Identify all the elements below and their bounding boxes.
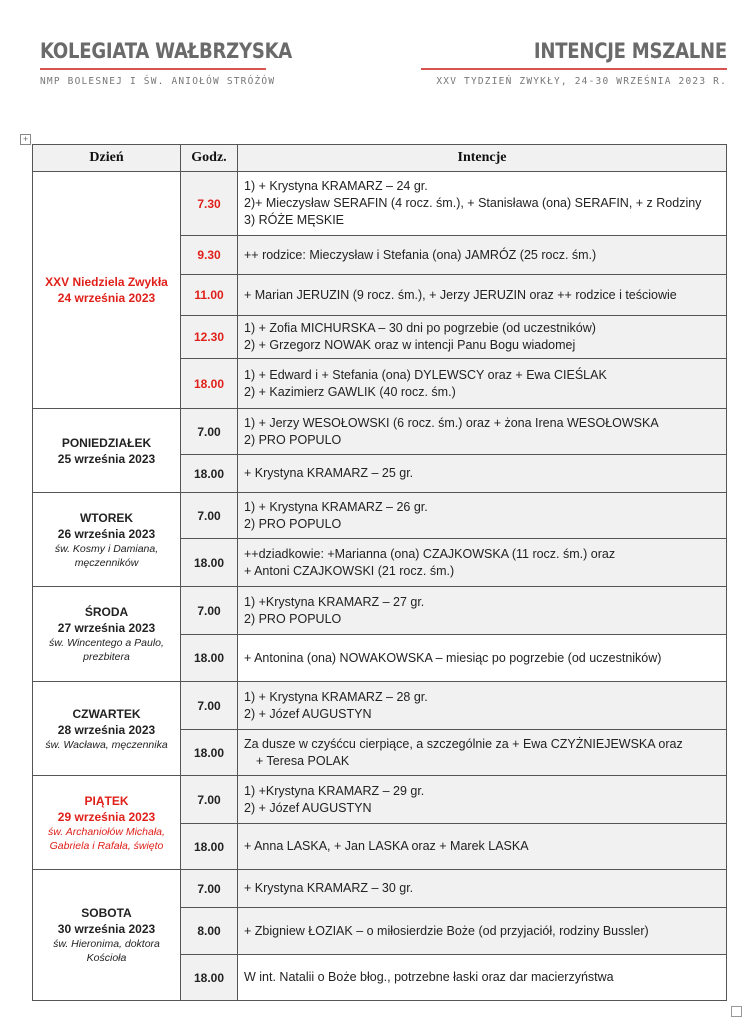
mass-time: 7.00 [181, 587, 238, 635]
mass-time: 7.00 [181, 776, 238, 824]
intention-line: + Krystyna KRAMARZ – 30 gr. [244, 881, 414, 895]
header-time: Godz. [181, 145, 238, 172]
mass-intention [238, 824, 727, 870]
intention-line: ++ rodzice: Mieczysław i Stefania (ona) JAMRÓZ (25 rocz. śm.) [244, 247, 597, 262]
mass-intention [238, 776, 727, 824]
intention-line: ++dziadkowie: +Marianna (ona) CZAJKOWSKA (11 rocz. śm.) oraz [244, 546, 616, 561]
mass-intention [238, 682, 727, 730]
church-title: KOLEGIATA WAŁBRZYSKA [40, 39, 293, 63]
mass-time: 9.30 [181, 236, 238, 275]
intention-line: + Krystyna KRAMARZ – 25 gr. [244, 466, 414, 480]
table-row [33, 870, 727, 908]
day-date: 28 września 2023 [57, 722, 156, 737]
mass-time: 7.00 [181, 493, 238, 539]
mass-intention [238, 359, 727, 409]
header-right [421, 38, 727, 87]
mass-intention [238, 730, 727, 776]
day-cell [33, 409, 181, 493]
intention-line: + Marian JERUZIN (9 rocz. śm.), + Jerzy JERUZIN oraz ++ rodzice i teściowie [244, 287, 677, 302]
table-row [33, 493, 727, 539]
header-left [40, 38, 333, 87]
mass-time: 7.00 [181, 682, 238, 730]
day-name: PIĄTEK [84, 793, 129, 808]
intention-line: 2)+ Mieczysław SERAFIN (4 rocz. śm.), + Stanisława (ona) SERAFIN, + z Rodziny [244, 196, 702, 210]
day-name: WTOREK [79, 510, 134, 525]
mass-time: 18.00 [181, 824, 238, 870]
mass-time: 7.30 [181, 172, 238, 236]
mass-time: 7.00 [181, 870, 238, 908]
mass-time: 18.00 [181, 359, 238, 409]
church-subtitle: NMP BOLESNEJ I ŚW. ANIOŁÓW STRÓŻÓW [40, 76, 276, 87]
mass-time: 18.00 [181, 455, 238, 493]
intention-line: + Antonina (ona) NOWAKOWSKA – miesiąc po pogrzebie (od uczestników) [244, 650, 662, 665]
day-saint-note: św. Hieronima, doktora Kościoła [53, 938, 160, 964]
right-red-rule [421, 68, 727, 70]
mass-time: 18.00 [181, 635, 238, 682]
table-row [33, 409, 727, 455]
header-day: Dzień [33, 145, 181, 172]
mass-time: 11.00 [181, 275, 238, 316]
intention-line: 3) RÓŻE MĘSKIE [244, 213, 345, 227]
table-resize-handle[interactable] [731, 1006, 742, 1017]
left-red-rule [40, 68, 266, 70]
table-row [33, 172, 727, 236]
table-row [33, 776, 727, 824]
mass-time: 18.00 [181, 730, 238, 776]
day-date: 29 września 2023 [57, 809, 156, 824]
week-subtitle: XXV TYDZIEŃ ZWYKŁY, 24-30 WRZEŚNIA 2023 R. [436, 76, 727, 87]
mass-time: 18.00 [181, 955, 238, 1001]
day-date: 26 września 2023 [57, 526, 156, 541]
mass-intention [238, 172, 727, 236]
mass-intention [238, 955, 727, 1001]
table-row [33, 587, 727, 635]
intention-line: 1) + Krystyna KRAMARZ – 28 gr. [244, 689, 428, 704]
day-name: PONIEDZIAŁEK [61, 435, 152, 450]
day-saint-note: św. Archaniołów Michała, Gabriela i Rafała, święto [48, 825, 165, 852]
table-header-row [33, 145, 727, 172]
day-name: CZWARTEK [72, 706, 141, 721]
mass-time: 12.30 [181, 316, 238, 359]
day-cell [33, 172, 181, 409]
intention-line: 1) +Krystyna KRAMARZ – 27 gr. [244, 594, 425, 609]
intention-line: Za dusze w czyśćcu cierpiące, a szczególnie za + Ewa CZYŻNIEJEWSKA oraz [244, 736, 683, 751]
day-name: ŚRODA [84, 605, 129, 619]
day-cell [33, 870, 181, 1001]
day-saint-note: św. Wincentego a Paulo, prezbitera [49, 637, 164, 663]
intention-line: 1) +Krystyna KRAMARZ – 29 gr. [244, 783, 425, 798]
intention-line: + Teresa POLAK [256, 753, 350, 768]
mass-intention [238, 236, 727, 275]
table-row [33, 682, 727, 730]
table-move-handle-icon[interactable]: + [20, 134, 31, 145]
mass-intention [238, 275, 727, 316]
mass-time: 7.00 [181, 409, 238, 455]
intention-line: 1) + Jerzy WESOŁOWSKI (6 rocz. śm.) oraz + żona Irena WESOŁOWSKA [244, 415, 659, 430]
day-name: SOBOTA [81, 906, 132, 920]
intention-line: 2) PRO POPULO [244, 432, 342, 447]
day-date: 24 września 2023 [57, 291, 156, 305]
mass-intention [238, 316, 727, 359]
day-cell [33, 776, 181, 870]
intention-line: 2) + Józef AUGUSTYN [244, 800, 372, 815]
mass-intention [238, 908, 727, 955]
intention-line: 2) + Kazimierz GAWLIK (40 rocz. śm.) [244, 384, 456, 399]
mass-intentions-table [32, 144, 727, 1001]
day-saint-note: św. Kosmy i Damiana, męczenników [54, 542, 159, 569]
day-saint-note: św. Wacława, męczennika [45, 738, 168, 751]
intention-line: 2) + Józef AUGUSTYN [244, 706, 372, 721]
mass-intention [238, 587, 727, 635]
mass-intention [238, 635, 727, 682]
mass-intention [238, 539, 727, 587]
day-date: 25 września 2023 [57, 451, 156, 466]
mass-time: 18.00 [181, 539, 238, 587]
day-cell [33, 493, 181, 587]
mass-time: 8.00 [181, 908, 238, 955]
intention-line: + Antoni CZAJKOWSKI (21 rocz. śm.) [244, 563, 455, 578]
intention-line: 1) + Edward i + Stefania (ona) DYLEWSCY oraz + Ewa CIEŚLAK [244, 367, 607, 382]
intention-line: 1) + Krystyna KRAMARZ – 26 gr. [244, 499, 428, 514]
day-cell [33, 587, 181, 682]
day-name: XXV Niedziela Zwykła [45, 275, 168, 289]
intention-line: 2) PRO POPULO [244, 611, 342, 626]
intention-line: 2) PRO POPULO [244, 516, 342, 531]
header-intentions: Intencje [238, 145, 727, 172]
day-date: 30 września 2023 [57, 922, 156, 936]
mass-intention [238, 870, 727, 908]
intention-line: + Anna LASKA, + Jan LASKA oraz + Marek LASKA [244, 839, 529, 853]
mass-intention [238, 455, 727, 493]
intention-line: 1) + Krystyna KRAMARZ – 24 gr. [244, 179, 428, 193]
intention-line: 2) + Grzegorz NOWAK oraz w intencji Panu Bogu wiadomej [244, 338, 576, 352]
mass-intention [238, 493, 727, 539]
day-date: 27 września 2023 [57, 621, 156, 635]
intention-line: + Zbigniew ŁOZIAK – o miłosierdzie Boże (od przyjaciół, rodziny Bussler) [244, 923, 649, 938]
day-cell [33, 682, 181, 776]
intention-line: 1) + Zofia MICHURSKA – 30 dni po pogrzebie (od uczestników) [244, 321, 596, 335]
table-body [33, 172, 727, 1001]
mass-intention [238, 409, 727, 455]
document-title: INTENCJE MSZALNE [533, 39, 727, 63]
intention-line: W int. Natalii o Boże błog., potrzebne łaski oraz dar macierzyństwa [244, 970, 614, 984]
